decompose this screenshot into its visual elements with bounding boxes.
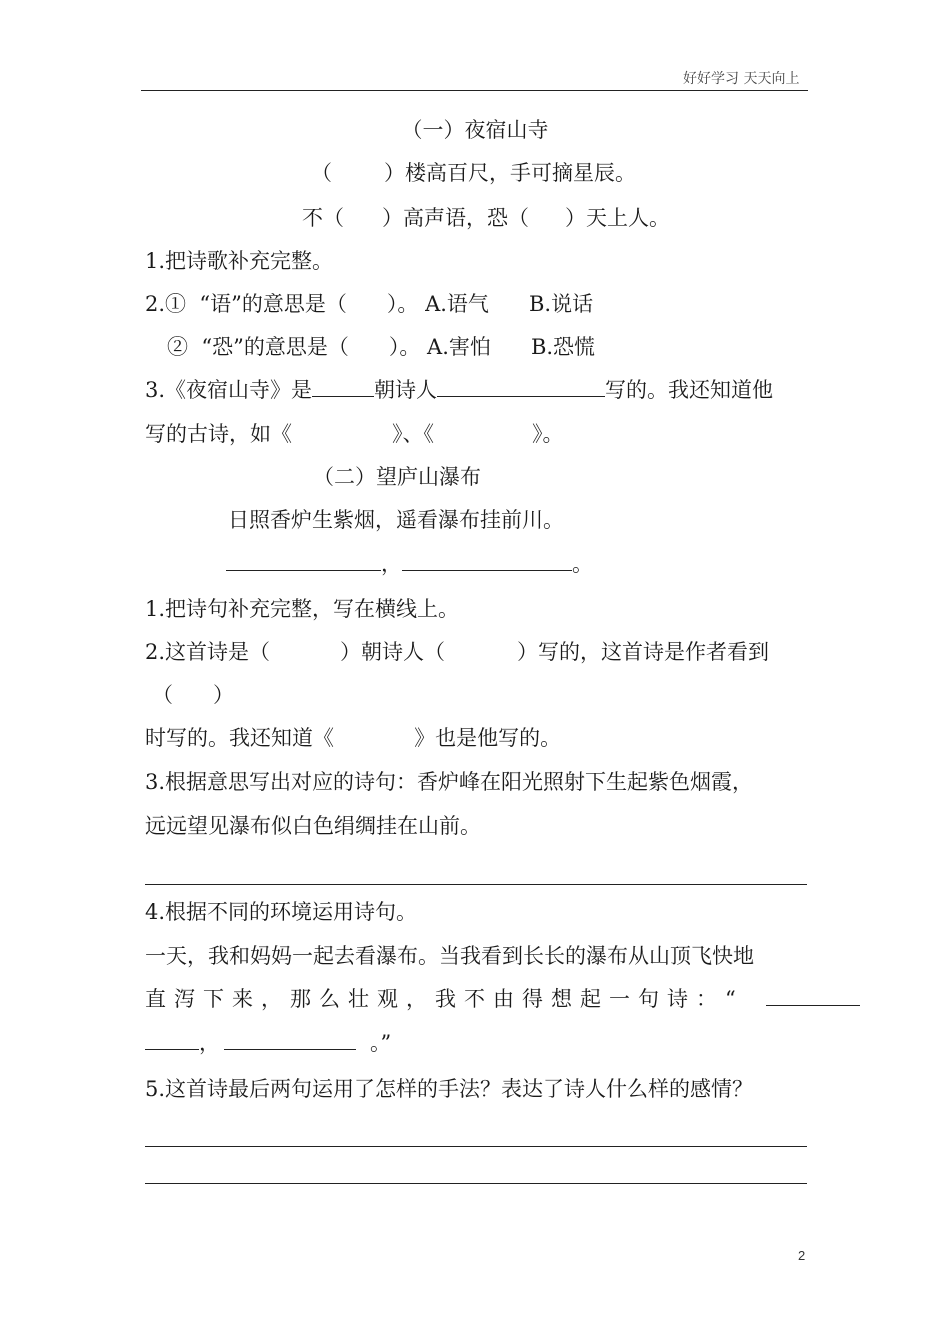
s1-q3-a: 3.《夜宿山寺》是 [145,378,313,402]
poem2-period: 。 [572,552,593,576]
s2-question3-a: 3.根据意思写出对应的诗句：香炉峰在阳光照射下生起紫色烟霞， [145,770,754,794]
s2-q4-text2 [145,984,860,1014]
s2-q2-a: 2.这首诗是（ [145,640,271,664]
s1-question2-2: ② “恐”的意思是（ ）。 A.害怕 B.恐慌 [167,335,596,359]
answer-line-q3[interactable] [145,884,807,885]
poem1-line2 [302,203,670,233]
poem1-line2-b: ）高声语，恐（ [382,206,529,230]
dynasty-blank[interactable] [312,376,374,397]
poem1-line2-c: ）天上人。 [565,206,670,230]
s2-q2-b: ）朝诗人（ [340,640,446,664]
section2-title: （二）望庐山瀑布 [313,465,481,489]
poem2-comma: ， [381,552,402,576]
s1-q3-b: 朝诗人 [374,378,438,402]
s1-q3-d-c: 》。 [532,422,564,446]
poem2-blank1[interactable] [226,550,381,571]
q4-blank2[interactable] [224,1029,356,1050]
s1-q3-d-b: 》、《 [392,422,434,446]
answer-line-q5-2[interactable] [145,1183,807,1184]
s2-q4-text1: 一天，我和妈妈一起去看瀑布。当我看到长长的瀑布从山顶飞快地 [145,944,754,968]
s2-question2-cont: 时写的。我还知道《 》也是他写的。 [145,726,562,750]
s1-q3-c: 写的。我还知道他 [605,378,774,402]
s1-question3 [145,375,773,405]
s1-question2-1: 2.① “语”的意思是（ ）。 A.语气 B.说话 [145,292,594,316]
s1-question3-cont [145,419,564,449]
poem1-line1 [311,158,636,188]
poem2-line1: 日照香炉生紫烟，遥看瀑布挂前川。 [228,508,564,532]
poem1-line1-close: ）楼高百尺，手可摘星辰。 [384,161,636,185]
s2-q2-c: ）写的，这首诗是作者看到 [517,640,770,664]
s2-question1: 1.把诗句补充完整，写在横线上。 [145,597,460,621]
answer-line-q5-1[interactable] [145,1146,807,1147]
page-number: 2 [798,1248,806,1263]
s2-question4: 4.根据不同的环境运用诗句。 [145,900,418,924]
poet-blank[interactable] [437,376,605,397]
q4-end: 。” [370,1031,392,1055]
s2-question3-b: 远远望见瀑布似白色绢绸挂在山前。 [145,814,481,838]
s1-question1: 1.把诗歌补充完整。 [145,249,334,273]
q4-blank1[interactable] [766,985,860,1006]
s2-question5: 5.这首诗最后两句运用了怎样的手法？表达了诗人什么样的感情？ [145,1077,754,1101]
poem1-line2-a: 不（ [302,206,344,230]
q4-blank1-cont[interactable] [145,1029,199,1050]
s2-q4-text3 [145,1028,391,1058]
section1-title: （一）夜宿山寺 [401,118,549,142]
s1-q3-d-a: 写的古诗，如《 [145,422,292,446]
s2-q4-text2-content: 直泻下来，那么壮观，我不由得想起一句诗：“ [145,987,744,1011]
header-rule [141,90,808,91]
header-text: 好好学习 天天向上 [683,71,800,87]
s2-question2 [145,637,769,667]
poem1-line1-open: （ [311,161,332,185]
q4-comma: ， [199,1031,220,1055]
s2-question2-paren: （ ） [152,683,235,707]
poem2-blank2[interactable] [402,550,572,571]
poem2-line2 [226,549,593,579]
